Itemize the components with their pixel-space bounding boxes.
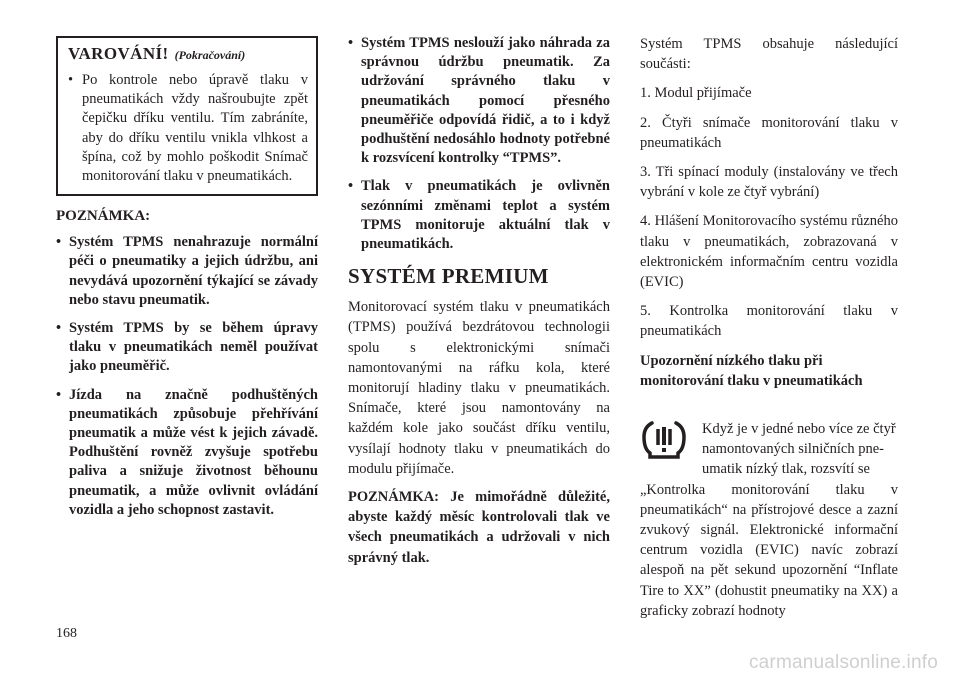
low-pressure-paragraph [640, 419, 898, 621]
component-item: 1. Modul přijímače [640, 85, 752, 102]
list-item: • Systém TPMS nenahrazuje normální péči o pneumatiky a jejich údržbu, ani nevydává upozornění týkající se závady nebo stavu pneumatik. [56, 234, 318, 308]
section-paragraph: Monitorovací systém tlaku v pneumatikách (TPMS) používá bezdrátovou technologii spolu s elektronickými snímači namontovanými na ráfku kola, které monitorují hladiny tlaku v pneumatikách. Snímače, které jsou namontovány na každém kole jako součást dříku ventilu, vysílají hodnoty tlaku v pneumatikách do modulu přijímače. [348, 299, 610, 477]
warning-box [56, 36, 318, 196]
component-item: 5. Kontrolka monitorování tlaku v pneumatikách [640, 303, 898, 340]
component-item: 3. Tři spínací moduly (instalovány ve třech vybrání v kole ze čtyř vybrání) [640, 164, 898, 201]
continued-text: „Kontrolka monitorování tlaku v pneumatikách“ na přístrojové desce a zazní zvukový signál. Elektronické informační centrum vozidla (EVIC) navíc zobrazí alespoň na pět sekund upozornění “Inflate Tire to XX” (dohustit pneumatiky na XX) a graficky zobrazí hodnoty [640, 481, 898, 619]
bullet-text: Tlak v pneumatikách je ovlivněn sezónními změnami teplot a systém TPMS monitoruje aktuální tlak v pneumatikách. [361, 178, 610, 253]
tpms-bullet-list [348, 34, 610, 254]
column-right [640, 34, 898, 630]
note-heading: POZNÁMKA: [56, 208, 151, 225]
icon-line: umatik nízký tlak, rozsvítí se [702, 461, 870, 478]
component-item: 2. Čtyři snímače monitorování tlaku v pneumatikách [640, 114, 898, 151]
warning-title: VAROVÁNÍ! [68, 44, 169, 63]
tpms-warning-icon [640, 419, 688, 461]
warning-header [68, 44, 308, 64]
warning-text: Po kontrole nebo úpravě tlaku v pneumatikách vždy našroubujte zpět čepičku dříku ventilu. Tím zabráníte, aby do dříku ventilu vnikla vlhkost a špína, což by mohlo poškodit Snímač monitorování tlaku v pneumatikách. [82, 72, 308, 185]
list-item: • Systém TPMS neslouží jako náhrada za správnou údržbu pneumatik. Za udržování správného tlaku v pneumatikách pomocí přesného pneuměřiče odpovídá řidič, a to i když podhuštění nedosáhlo hodnoty potřebné k rozsvícení kontrolky “TPMS”. [348, 35, 610, 167]
watermark: carmanualsonline.info [748, 652, 938, 673]
column-middle [348, 34, 610, 576]
low-pressure-subheading: Upozornění nízkého tlaku při monitorování tlaku v pneumatikách [640, 352, 863, 389]
list-item: • Tlak v pneumatikách je ovlivněn sezónními změnami teplot a systém TPMS monitoruje aktuální tlak v pneumatikách. [348, 178, 610, 253]
bullet-text: Systém TPMS by se během úpravy tlaku v pneumatikách neměl používat jako pneuměřič. [69, 320, 318, 375]
list-item: • Systém TPMS by se během úpravy tlaku v pneumatikách neměl používat jako pneuměřič. [56, 320, 318, 375]
bullet-text: Jízda na značně podhuštěných pneumatikách způsobuje přehřívání pneumatik a může vést k jejich závadě. Podhuštění rovněž zvyšuje spotřebu paliva a snižuje životnost běhounu pneumatik, a může ovlivnit ovládání vozidla a jeho schopnost zastavit. [69, 386, 318, 518]
list-item: • Jízda na značně podhuštěných pneumatikách způsobuje přehřívání pneumatik a může vést k jejich závadě. Podhuštění rovněž zvyšuje spotřebu paliva a snižuje životnost běhounu pneumatik, a může ovlivnit ovládání vozidla a jeho schopnost zastavit. [56, 386, 318, 518]
icon-line: Když je v jedné nebo více ze čtyř [702, 421, 896, 438]
important-note: POZNÁMKA: Je mimořádně důležité, abyste každý měsíc kontrolovali tlak ve všech pneumatikách a udržovali v nich správný tlak. [348, 489, 610, 566]
warning-item: • Po kontrole nebo úpravě tlaku v pneumatikách vždy našroubujte zpět čepičku dříku ventilu. Tím zabráníte, aby do dříku ventilu vnikla vlhkost a špína, což by mohlo poškodit Snímač monitorování tlaku v pneumatikách. [68, 72, 308, 185]
warning-subtitle: (Pokračování) [174, 48, 246, 62]
icon-line: namontovaných silničních pne- [702, 441, 885, 458]
bullet-text: Systém TPMS neslouží jako náhrada za správnou údržbu pneumatik. Za udržování správného tlaku v pneumatikách pomocí přesného pneuměřiče odpovídá řidič, a to i když podhuštění nedosáhlo hodnoty potřebné k rozsvícení kontrolky “TPMS”. [361, 35, 610, 167]
section-title: SYSTÉM PREMIUM [348, 264, 549, 289]
column-left [56, 34, 318, 529]
bullet-text: Systém TPMS nenahrazuje normální péči o pneumatiky a jejich údržbu, ani nevydává upozornění týkající se závady nebo stavu pneumatik. [69, 234, 318, 308]
note-bullet-list [56, 233, 318, 520]
page-number: 168 [56, 626, 77, 641]
component-item: 4. Hlášení Monitorovacího systému různého tlaku v pneumatikách, zobrazovaná v elektronickém informačním centru vozidla (EVIC) [640, 213, 898, 291]
components-intro: Systém TPMS obsahuje následující součásti: [640, 36, 898, 73]
